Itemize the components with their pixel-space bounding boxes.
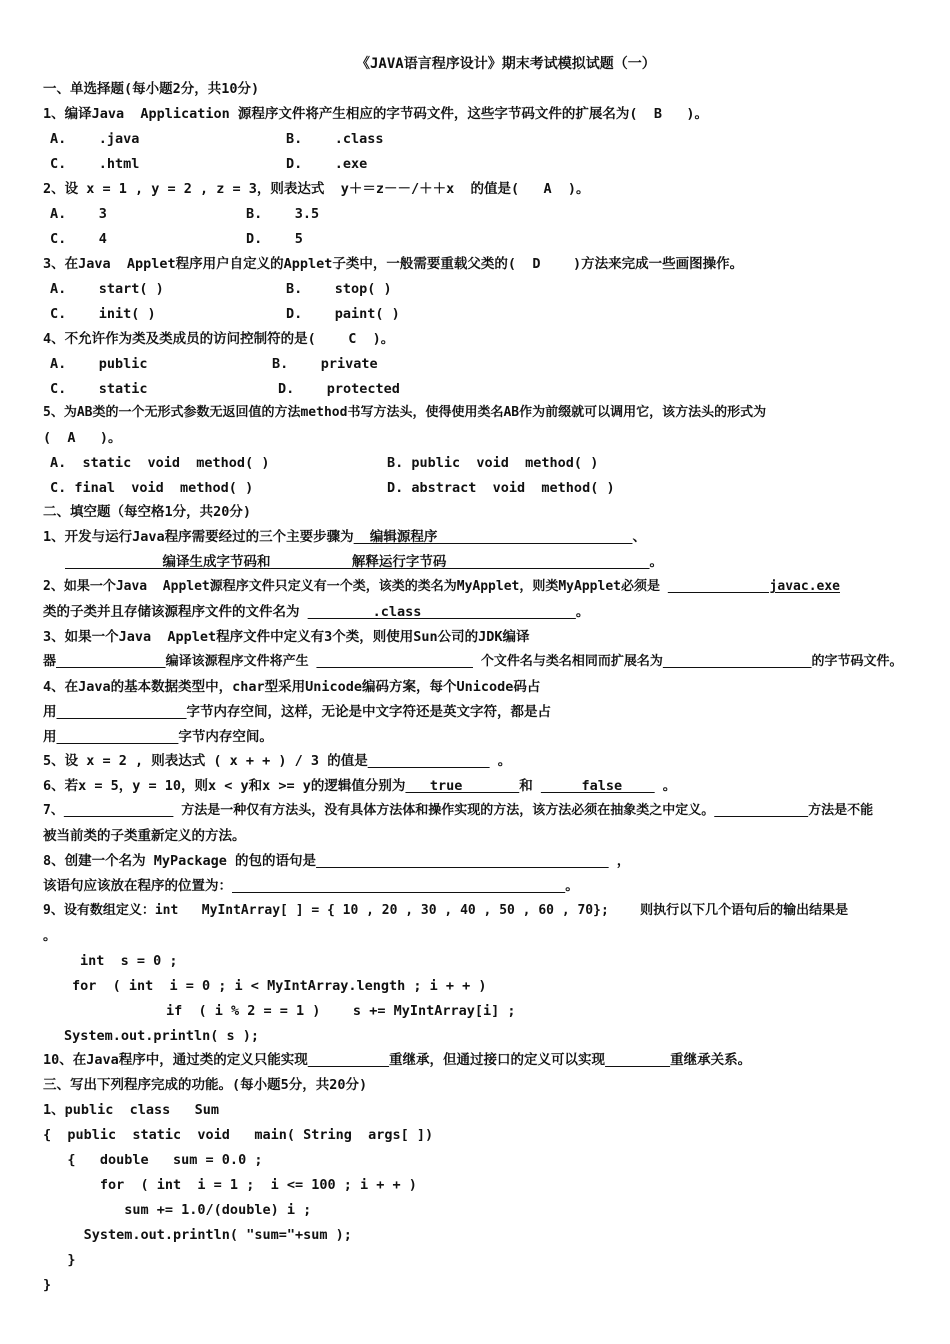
q4-stem (43, 330, 394, 348)
q1-option-c: C. .html (50, 156, 140, 172)
q2-option-b: B. 3.5 (246, 206, 320, 222)
fill-q4-blank2 (57, 729, 179, 745)
fill-q1-line2 (65, 553, 663, 571)
code-line: for ( int i = 1 ; i <= 100 ; i + + ) (43, 1177, 417, 1193)
q2-option-c: C. 4 (50, 231, 107, 247)
fill-q9-code3: if ( i % 2 = = 1 ) s += MyIntArray[i] ; (166, 1003, 516, 1019)
q3-stem-pre: 3、在Java Applet程序用户自定义的Applet子类中，一般需要重载父类的( (43, 256, 533, 272)
fill-q4-pre: 用 (43, 704, 57, 720)
fill-q6-end: 。 (654, 778, 677, 794)
q5-stem-post: )。 (75, 430, 122, 446)
fill-q5-text: 5、设 x = 2 , 则表达式 ( x + + ) / 3 的值是 (43, 753, 368, 769)
q4-option-a: A. public (50, 356, 148, 372)
q1-option-d: D. .exe (286, 156, 368, 172)
fill-q9-line1: 9、设有数组定义：int MyIntArray[ ] = { 10 , 20 , 30 , 40 , 50 , 60 , 70}; 则执行以下几个语句后的输出结果是 (43, 903, 849, 918)
fill-q6 (43, 777, 676, 795)
fill-q8-blank2 (232, 878, 565, 894)
fill-q3-mid1: 编译该源程序文件将产生 (165, 654, 309, 669)
q3-stem-post: )方法来完成一些画图操作。 (540, 256, 744, 272)
fill-q9-code1: int s = 0 ; (80, 953, 178, 969)
q1-option-a: A. .java (50, 131, 140, 147)
fill-q1-blank1: 编辑源程序 (353, 529, 633, 545)
fill-q10 (43, 1051, 751, 1069)
q5-stem (43, 429, 122, 447)
fill-q4-line2 (43, 703, 551, 721)
q5-option-b: B. public void method( ) (387, 455, 599, 471)
q4-option-c: C. static (50, 381, 148, 397)
section2-heading: 二、填空题（每空格1分，共20分) (43, 504, 252, 520)
code-line: System.out.println( "sum="+sum ); (43, 1227, 352, 1243)
fill-q9-code2: for ( int i = 0 ; i < MyIntArray.length ; i + + ) (72, 978, 487, 994)
fill-q10-text: 10、在Java程序中，通过类的定义只能实现 (43, 1052, 308, 1068)
fill-q1-blank3: 解释运行字节码 (270, 554, 650, 570)
fill-q6-blank1: true (405, 778, 520, 794)
fill-q8-end: ， (608, 853, 631, 869)
q2-stem-post: )。 (551, 181, 590, 197)
fill-q9-line2: 。 (43, 928, 57, 944)
fill-q2-end: 。 (575, 604, 590, 620)
q3-option-d: D. paint( ) (286, 306, 400, 322)
fill-q2-blank2: .class (307, 604, 576, 620)
q1-stem (43, 105, 708, 123)
q4-answer: C (348, 331, 357, 347)
q4-stem-pre: 4、不允许作为类及类成员的访问控制符的是( (43, 331, 349, 347)
q5-answer: A (67, 430, 76, 446)
code-line: } (43, 1277, 52, 1293)
q2-stem-pre: 2、设 x = 1 , y = 2 , z = 3，则表达式 y＋＝z－－/＋＋x 的值是( (43, 181, 544, 197)
code-line: { double sum = 0.0 ; (43, 1152, 263, 1168)
fill-q3-blank3 (663, 654, 812, 669)
code-line: sum += 1.0/(double) i ; (43, 1202, 312, 1218)
section1-heading: 一、单选择题(每小题2分，共10分) (43, 81, 260, 97)
q2-answer: A (543, 181, 552, 197)
q2-option-a: A. 3 (50, 206, 107, 222)
q3-stem (43, 255, 743, 273)
q1-stem-pre: 1、编译Java Application 源程序文件将产生相应的字节码文件，这些字节码文件的扩展名为( (43, 106, 654, 122)
fill-q2-line1 (43, 578, 840, 596)
fill-q3-line1: 3、如果一个Java Applet程序文件中定义有3个类，则使用Sun公司的JDK编译 (43, 629, 530, 645)
q2-option-d: D. 5 (246, 231, 303, 247)
q5-option-a: A. static void method( ) (50, 455, 270, 471)
q1-option-b: B. .class (286, 131, 384, 147)
q4-option-b: B. private (272, 356, 378, 372)
fill-q2-line2 (43, 603, 589, 621)
fill-q3-blank1 (56, 654, 166, 669)
fill-q8-text: 8、创建一个名为 MyPackage 的包的语句是 (43, 853, 317, 869)
fill-q3-blank2 (316, 654, 473, 669)
fill-q7-end: 方法是不能 (808, 803, 874, 818)
fill-q8-line1 (43, 852, 630, 870)
fill-q5 (43, 752, 511, 770)
fill-q3-end: 的字节码文件。 (811, 654, 903, 669)
fill-q7-mid: 方法是一种仅有方法头，没有具体方法体和操作实现的方法，该方法必须在抽象类之中定义。 (173, 803, 715, 818)
fill-q4-line3 (43, 728, 273, 746)
q3-answer: D (532, 256, 541, 272)
fill-q7-blank1 (64, 803, 174, 818)
fill-q10-blank1 (308, 1052, 389, 1068)
fill-q1-and: 和 (257, 554, 271, 570)
fill-q8-end2: 。 (565, 878, 579, 894)
fill-q1-line1 (43, 528, 646, 546)
fill-q7-blank2 (714, 803, 808, 818)
fill-q6-text: 6、若x = 5，y = 10，则x < y和x >= y的逻辑值分别为 (43, 778, 406, 794)
fill-q4-blank1 (57, 704, 187, 720)
q3-option-b: B. stop( ) (286, 281, 392, 297)
fill-q6-mid: 和 (519, 778, 533, 794)
code-line: 1、public class Sum (43, 1102, 220, 1118)
fill-q4-mid: 字节内存空间，这样，无论是中文字符还是英文字符，都是占 (186, 704, 552, 720)
fill-q2-text: 2、如果一个Java Applet源程序文件只定义有一个类，该类的类名为MyApplet，则类MyApplet必须是 (43, 579, 660, 594)
fill-q4-pre2: 用 (43, 729, 57, 745)
code-line: { public static void main( String args[ ]) (43, 1127, 434, 1143)
q5-option-c: C. final void method( ) (50, 480, 254, 496)
q1-answer: B (653, 106, 662, 122)
fill-q9-code4: System.out.println( s ); (64, 1028, 260, 1044)
fill-q10-end: 重继承关系。 (670, 1052, 752, 1068)
fill-q8-text2: 该语句应该放在程序的位置为： (43, 878, 232, 894)
fill-q1-end: 。 (649, 554, 664, 570)
q3-option-c: C. init( ) (50, 306, 156, 322)
page-title: 《JAVA语言程序设计》期末考试模拟试题（一） (356, 56, 656, 72)
fill-q5-end: 。 (489, 753, 512, 769)
code-line: } (43, 1252, 76, 1268)
fill-q1-sep: 、 (632, 529, 646, 545)
fill-q4-end: 字节内存空间。 (178, 729, 273, 745)
fill-q10-blank2 (605, 1052, 670, 1068)
section3-heading: 三、写出下列程序完成的功能。(每小题5分，共20分) (43, 1077, 368, 1093)
q5-stem-line1: 5、为AB类的一个无形式参数无返回值的方法method书写方法头，使得使用类名AB作为前缀就可以调用它，该方法头的形式为 (43, 405, 767, 420)
q2-stem (43, 180, 590, 198)
q4-stem-post: )。 (356, 331, 395, 347)
fill-q7-line1 (43, 802, 873, 820)
fill-q2-text2: 类的子类并且存储该源程序文件的文件名为 (43, 604, 300, 620)
q3-option-a: A. start( ) (50, 281, 164, 297)
fill-q8-blank1 (316, 853, 609, 869)
fill-q3-line2 (43, 653, 903, 671)
fill-q3-pre: 器 (43, 654, 57, 669)
fill-q10-mid: 重继承，但通过接口的定义可以实现 (389, 1052, 606, 1068)
q4-option-d: D. protected (278, 381, 400, 397)
fill-q5-blank (368, 753, 490, 769)
q1-stem-post: )。 (661, 106, 708, 122)
fill-q1-text: 1、开发与运行Java程序需要经过的三个主要步骤为 (43, 529, 354, 545)
q5-option-d: D. abstract void method( ) (387, 480, 615, 496)
fill-q1-blank2: 编译生成字节码 (65, 554, 258, 570)
fill-q8-line2 (43, 877, 579, 895)
q5-stem-pre: ( (43, 430, 68, 446)
fill-q7-line2: 被当前类的子类重新定义的方法。 (43, 828, 246, 844)
fill-q6-blank2: false (540, 778, 655, 794)
fill-q2-blank1: javac.exe (667, 579, 840, 594)
fill-q4-line1: 4、在Java的基本数据类型中，char型采用Unicode编码方案，每个Unicode码占 (43, 679, 541, 695)
fill-q7-pre: 7、 (43, 803, 64, 818)
fill-q3-mid2: 个文件名与类名相同而扩展名为 (480, 654, 663, 669)
